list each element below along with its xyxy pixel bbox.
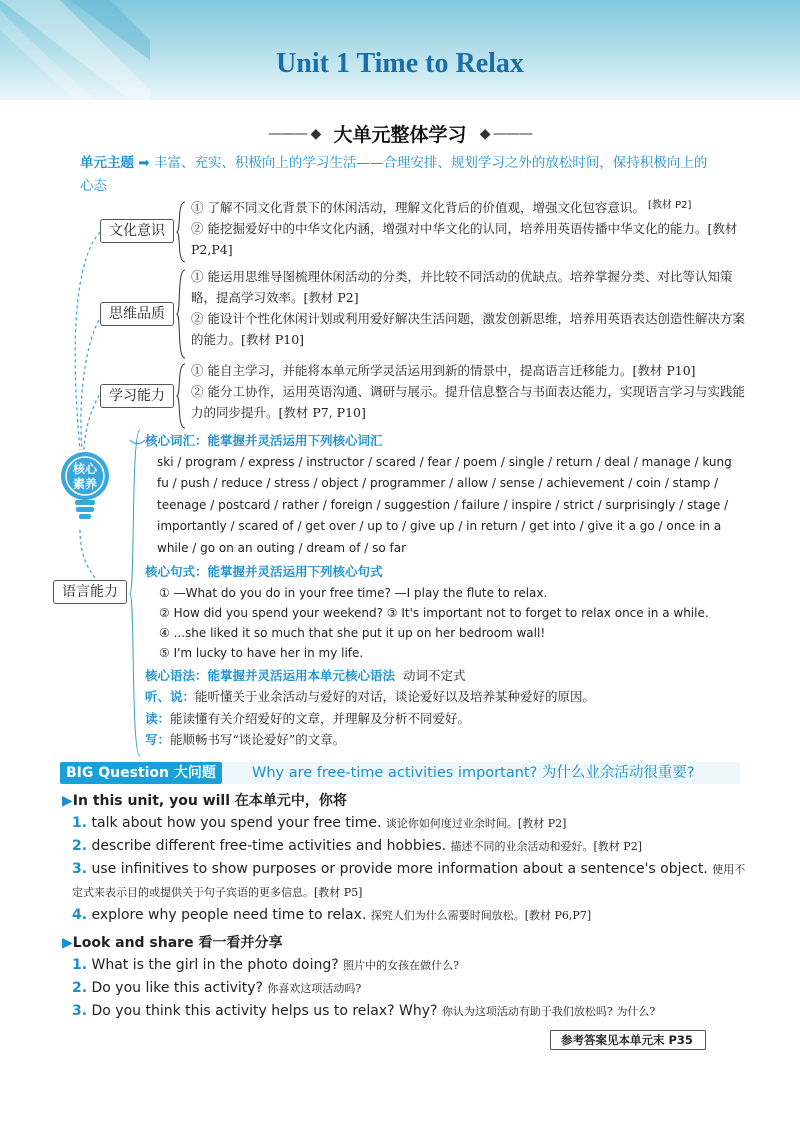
learning-items [185, 360, 745, 423]
culture-items [185, 197, 745, 260]
bubble-culture: 文化意识 [100, 219, 174, 243]
lightbulb-icon [55, 450, 115, 522]
sentence-heading: 核心句式：能掌握并灵活运用下列核心句式 [145, 564, 383, 579]
grammar-text: 动词不定式 [402, 667, 466, 683]
list-item: 3. Do you think this activity helps us to relax? Why? 你认为这项活动有助于我们放松吗? 为什么? [72, 1003, 656, 1019]
learning-item-2: ② 能分工协作，运用英语沟通、调研与展示。提升信息整合与书面表达能力，实现语言学习与实践能力的同步提升。[教材 P7, P10] [191, 384, 745, 420]
big-question-text: Why are free-time activities important? 为什么业余活动很重要? [252, 765, 695, 781]
vocab-heading: 核心词汇：能掌握并灵活运用下列核心词汇 [145, 433, 383, 448]
sentence-1: ① —What do you do in your free time? —I play the flute to relax. [159, 585, 548, 600]
culture-item-1: ① 了解不同文化背景下的休闲活动，理解文化背后的价值观，增强文化包容意识。 [191, 200, 645, 215]
brace [128, 428, 142, 758]
triangle-icon: ▶ [62, 935, 73, 951]
grammar-heading: 核心语法：能掌握并灵活运用本单元核心语法 [145, 667, 396, 683]
triangle-icon: ▶ [62, 793, 73, 809]
bubble-language: 语言能力 [53, 580, 127, 604]
thinking-items [185, 266, 745, 350]
core-language [145, 430, 735, 751]
read-text: 能读懂有关介绍爱好的文章，并理解及分析不同爱好。 [170, 710, 471, 726]
svg-text:素养: 素养 [72, 477, 98, 491]
look-share-heading: Look and share 看一看并分享 [72, 935, 283, 951]
culture-item-2: ② 能挖掘爱好中的中华文化内涵，增强对中华文化的认同，培养用英语传播中华文化的能力。[教材 P2,P4] [191, 221, 738, 257]
in-this-unit [62, 790, 752, 927]
theme-ref: [教材 P2] [648, 200, 692, 211]
big-question-bar [60, 762, 740, 784]
learning-item-1: ① 能自主学习，并能将本单元所学灵活运用到新的情景中，提高语言迁移能力。[教材 P10] [191, 363, 696, 378]
sentence-4: ⑤ I'm lucky to have her in my life. [159, 645, 364, 660]
theme-text: 丰富、充实、积极向上的学习生活——合理安排、规划学习之外的放松时间，保持积极向上的心态 [80, 155, 708, 194]
arrow-right-icon: ➡ [138, 155, 150, 171]
write-heading: 写： [145, 732, 171, 747]
section-title: ——— ◆ 大单元整体学习 ◆ ——— [268, 124, 532, 146]
sentence-3: ④ ...she liked it so much that she put it up on her bedroom wall! [159, 625, 546, 640]
look-and-share [62, 932, 752, 1023]
thinking-item-2: ② 能设计个性化休闲计划或利用爱好解决生活问题，激发创新思维，培养用英语表达创造性解决方案的能力。[教材 P10] [191, 311, 745, 347]
theme-label: 单元主题 [80, 155, 134, 171]
answer-note: 参考答案见本单元末 P35 [550, 1030, 706, 1050]
list-item: 1. talk about how you spend your free time. 谈论你如何度过业余时间。[教材 P2] [72, 815, 567, 831]
list-item: 2. Do you like this activity? 你喜欢这项活动吗? [72, 980, 362, 996]
unit-theme [80, 152, 720, 198]
unit-title: Unit 1 Time to Relax [276, 48, 524, 79]
list-item: 2. describe different free-time activities and hobbies. 描述不同的业余活动和爱好。[教材 P2] [72, 838, 642, 854]
list-item: 4. explore why people need time to relax. 探究人们为什么需要时间放松。[教材 P6,P7] [72, 907, 592, 923]
list-item: 1. What is the girl in the photo doing? 照片中的女孩在做什么? [72, 957, 460, 973]
write-text: 能顺畅书写“谈论爱好”的文章。 [170, 732, 346, 747]
svg-text:核心: 核心 [72, 462, 98, 476]
bubble-learning: 学习能力 [100, 384, 174, 408]
thinking-item-1: ① 能运用思维导图梳理休闲活动的分类，并比较不同活动的优缺点。培养掌握分类、对比等认知策略，提高学习效率。[教材 P2] [191, 269, 733, 305]
read-heading: 读： [145, 710, 171, 726]
listen-heading: 听、说： [145, 689, 196, 704]
in-this-unit-heading: In this unit, you will 在本单元中，你将 [72, 793, 347, 809]
vocab-list: ski / program / express / instructor / scared / fear / poem / single / return / deal / manage / kung fu / push / reduce / stress / object / programmer / allow / sense / achievement / coin / stamp / teenage / postcard / rather / foreign / suggestion / failure / inspire / strict / surprisingly / stage / importantly / scared of / get over / up to / give up / in return / get into / give it a go / once in a while / go on an outing / dream of / so far [157, 454, 732, 555]
bubble-thinking: 思维品质 [100, 302, 174, 326]
listen-text: 能听懂关于业余活动与爱好的对话，谈论爱好以及培养某种爱好的原因。 [195, 689, 596, 704]
big-question-tag: BIG Question 大问题 [60, 762, 222, 784]
sentence-2: ② How did you spend your weekend? ③ It's important not to forget to relax once in a while. [159, 605, 709, 620]
list-item: 3. use infinitives to show purposes or provide more information about a sentence's object. 使用不定式来表示目的或提供关于句子宾语的更多信息。[教材 P5] [72, 861, 746, 899]
